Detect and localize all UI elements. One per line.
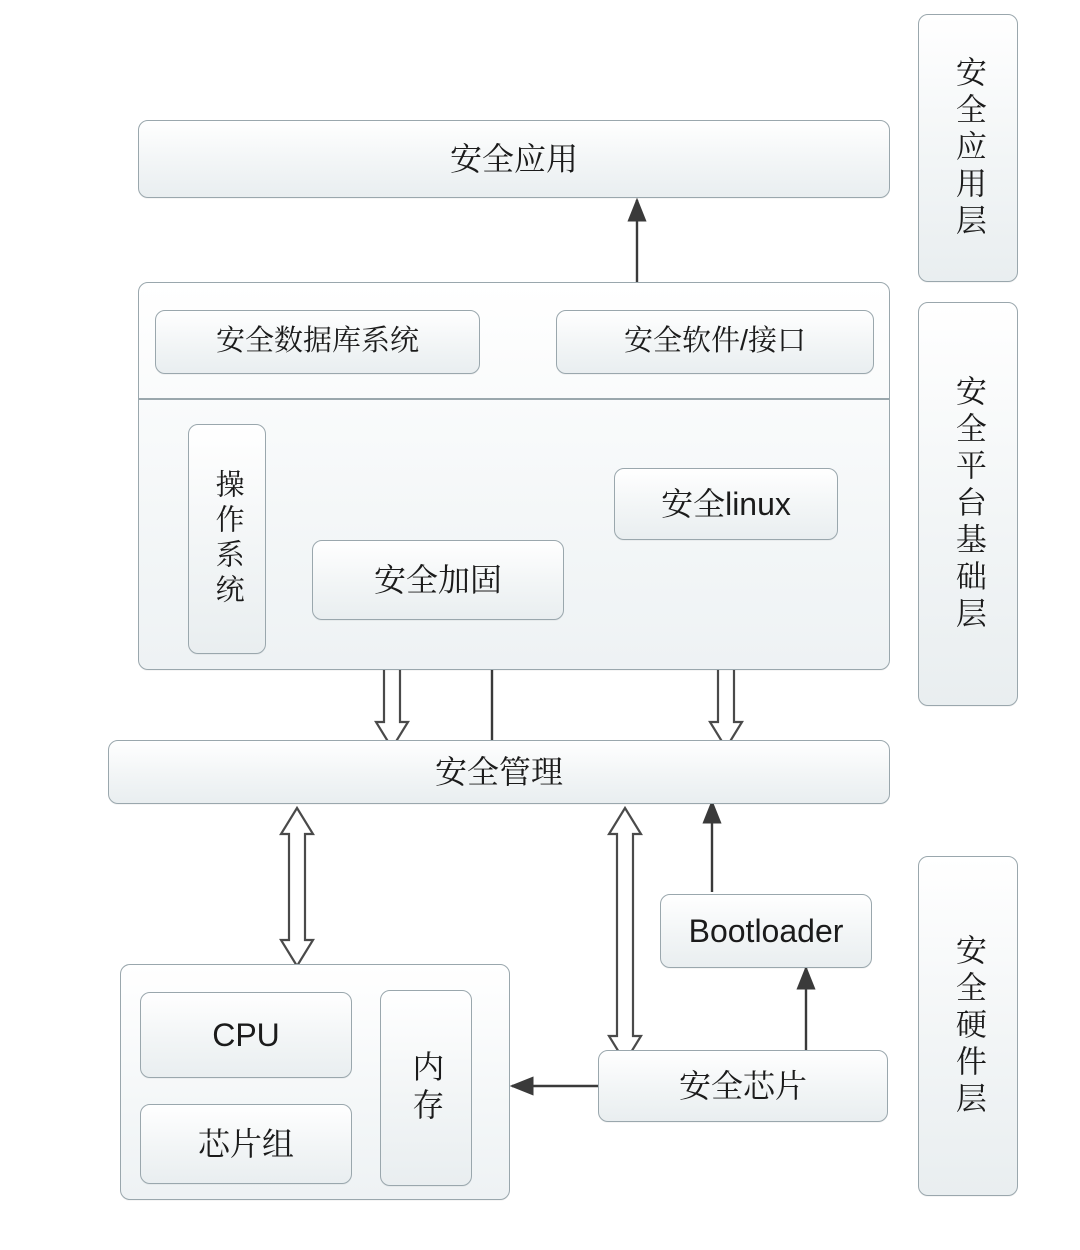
- node-operating-system[interactable]: [188, 424, 266, 654]
- double-arrow-management-chip: [609, 808, 641, 1062]
- node-chipset-label: 芯片组: [197, 1125, 294, 1162]
- node-secure-app[interactable]: [138, 120, 890, 198]
- layer-label-platform-text: 安全平台基础层: [950, 374, 986, 634]
- container-divider: [139, 398, 889, 400]
- node-memory[interactable]: [380, 990, 472, 1186]
- node-secure-management-label: 安全管理: [434, 753, 563, 790]
- node-chipset[interactable]: [140, 1104, 352, 1184]
- node-cpu-label: CPU: [212, 1016, 280, 1053]
- node-secure-db[interactable]: [155, 310, 480, 374]
- node-secure-app-label: 安全应用: [449, 140, 578, 177]
- double-arrow-management-hardware: [281, 808, 313, 966]
- node-operating-system-label: 操作系统: [211, 469, 244, 609]
- node-secure-chip[interactable]: [598, 1050, 888, 1122]
- node-bootloader-label: Bootloader: [688, 912, 844, 949]
- node-secure-chip-label: 安全芯片: [678, 1067, 807, 1104]
- node-secure-linux-label: 安全linux: [661, 485, 791, 522]
- node-memory-label: 内存: [408, 1050, 445, 1126]
- node-bootloader[interactable]: [660, 894, 872, 968]
- node-secure-management[interactable]: [108, 740, 890, 804]
- layer-label-hardware-text: 安全硬件层: [950, 933, 986, 1119]
- node-cpu[interactable]: [140, 992, 352, 1078]
- node-secure-software-interface-label: 安全软件/接口: [623, 325, 807, 358]
- node-secure-db-label: 安全数据库系统: [215, 325, 419, 358]
- layer-label-application-text: 安全应用层: [950, 55, 986, 241]
- layer-label-platform: [918, 302, 1018, 706]
- node-secure-software-interface[interactable]: [556, 310, 874, 374]
- node-secure-hardening[interactable]: [312, 540, 564, 620]
- layer-label-application: [918, 14, 1018, 282]
- node-secure-linux[interactable]: [614, 468, 838, 540]
- node-secure-hardening-label: 安全加固: [373, 561, 502, 598]
- layer-label-hardware: [918, 856, 1018, 1196]
